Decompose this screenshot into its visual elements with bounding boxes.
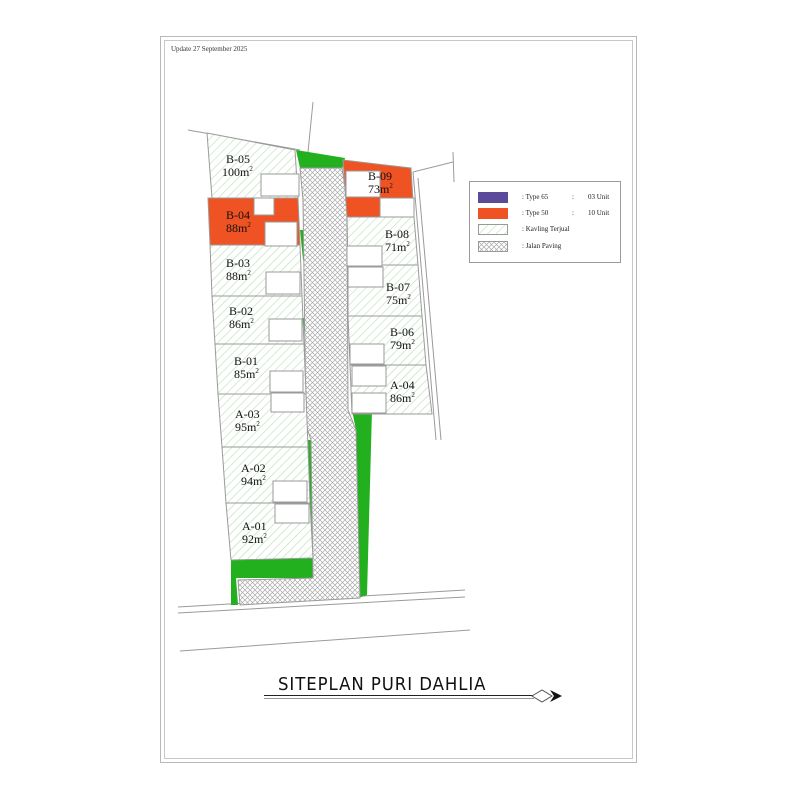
kavling-hatch-swatch-icon bbox=[478, 224, 508, 235]
lot-id-label: B-04 bbox=[226, 208, 250, 222]
lot-area-label: $94m^2$ bbox=[241, 474, 266, 488]
lot-area-label: $86m^2$ bbox=[229, 317, 254, 331]
lot-id-label: B-02 bbox=[229, 304, 253, 318]
lot-area-label: $88m^2$ bbox=[226, 221, 251, 235]
lot-area-label: $73m^2$ bbox=[368, 182, 393, 196]
legend-box bbox=[469, 181, 621, 263]
lot-area-label: $88m^2$ bbox=[226, 269, 251, 283]
legend-item-type50 bbox=[478, 207, 609, 219]
lot-id-label: B-05 bbox=[226, 152, 250, 166]
lot-area-label: $75m^2$ bbox=[386, 293, 411, 307]
type50-swatch-icon bbox=[478, 208, 508, 219]
lot-id-label: A-01 bbox=[242, 519, 267, 533]
legend-colon: : bbox=[572, 193, 574, 201]
lot-area-label: $85m^2$ bbox=[234, 367, 259, 381]
legend-label: : Kavling Terjual bbox=[522, 225, 570, 233]
lot-area-label: $86m^2$ bbox=[390, 391, 415, 405]
update-date-text: Update 27 September 2025 bbox=[171, 45, 248, 53]
lot-area-label: $100m^2$ bbox=[222, 165, 253, 179]
legend-units: 03 Unit bbox=[588, 193, 610, 201]
lot-id-label: A-02 bbox=[241, 461, 266, 475]
paving-hatch-swatch-icon bbox=[478, 241, 508, 252]
lot-id-label: A-03 bbox=[235, 407, 260, 421]
legend-item-type65 bbox=[478, 191, 609, 203]
legend-colon: : bbox=[572, 209, 574, 217]
lot-id-label: B-06 bbox=[390, 325, 414, 339]
legend-item-kavling bbox=[478, 223, 570, 235]
lot-id-label: B-07 bbox=[386, 280, 410, 294]
legend-label: : Type 65 bbox=[522, 193, 549, 201]
legend-units: 10 Unit bbox=[588, 209, 610, 217]
legend-label: : Jalan Paving bbox=[522, 242, 562, 250]
lot-id-label: B-03 bbox=[226, 256, 250, 270]
lot-area-label: $71m^2$ bbox=[385, 240, 410, 254]
lot-id-label: A-04 bbox=[390, 378, 415, 392]
legend-item-paving bbox=[478, 240, 561, 252]
lot-id-label: B-08 bbox=[385, 227, 409, 241]
lot-id-label: B-01 bbox=[234, 354, 258, 368]
lot-area-label: $92m^2$ bbox=[242, 532, 267, 546]
page-title: SITEPLAN PURI DAHLIA bbox=[278, 674, 487, 695]
lot-area-label: $79m^2$ bbox=[390, 338, 415, 352]
lot-area-label: $95m^2$ bbox=[235, 420, 260, 434]
lot-id-label: B-09 bbox=[368, 169, 392, 183]
title-underline-thin bbox=[264, 698, 534, 699]
title-underline bbox=[264, 695, 534, 696]
title-block bbox=[264, 672, 574, 708]
north-arrow-icon bbox=[530, 686, 570, 706]
legend-label: : Type 50 bbox=[522, 209, 549, 217]
type65-swatch-icon bbox=[478, 192, 508, 203]
